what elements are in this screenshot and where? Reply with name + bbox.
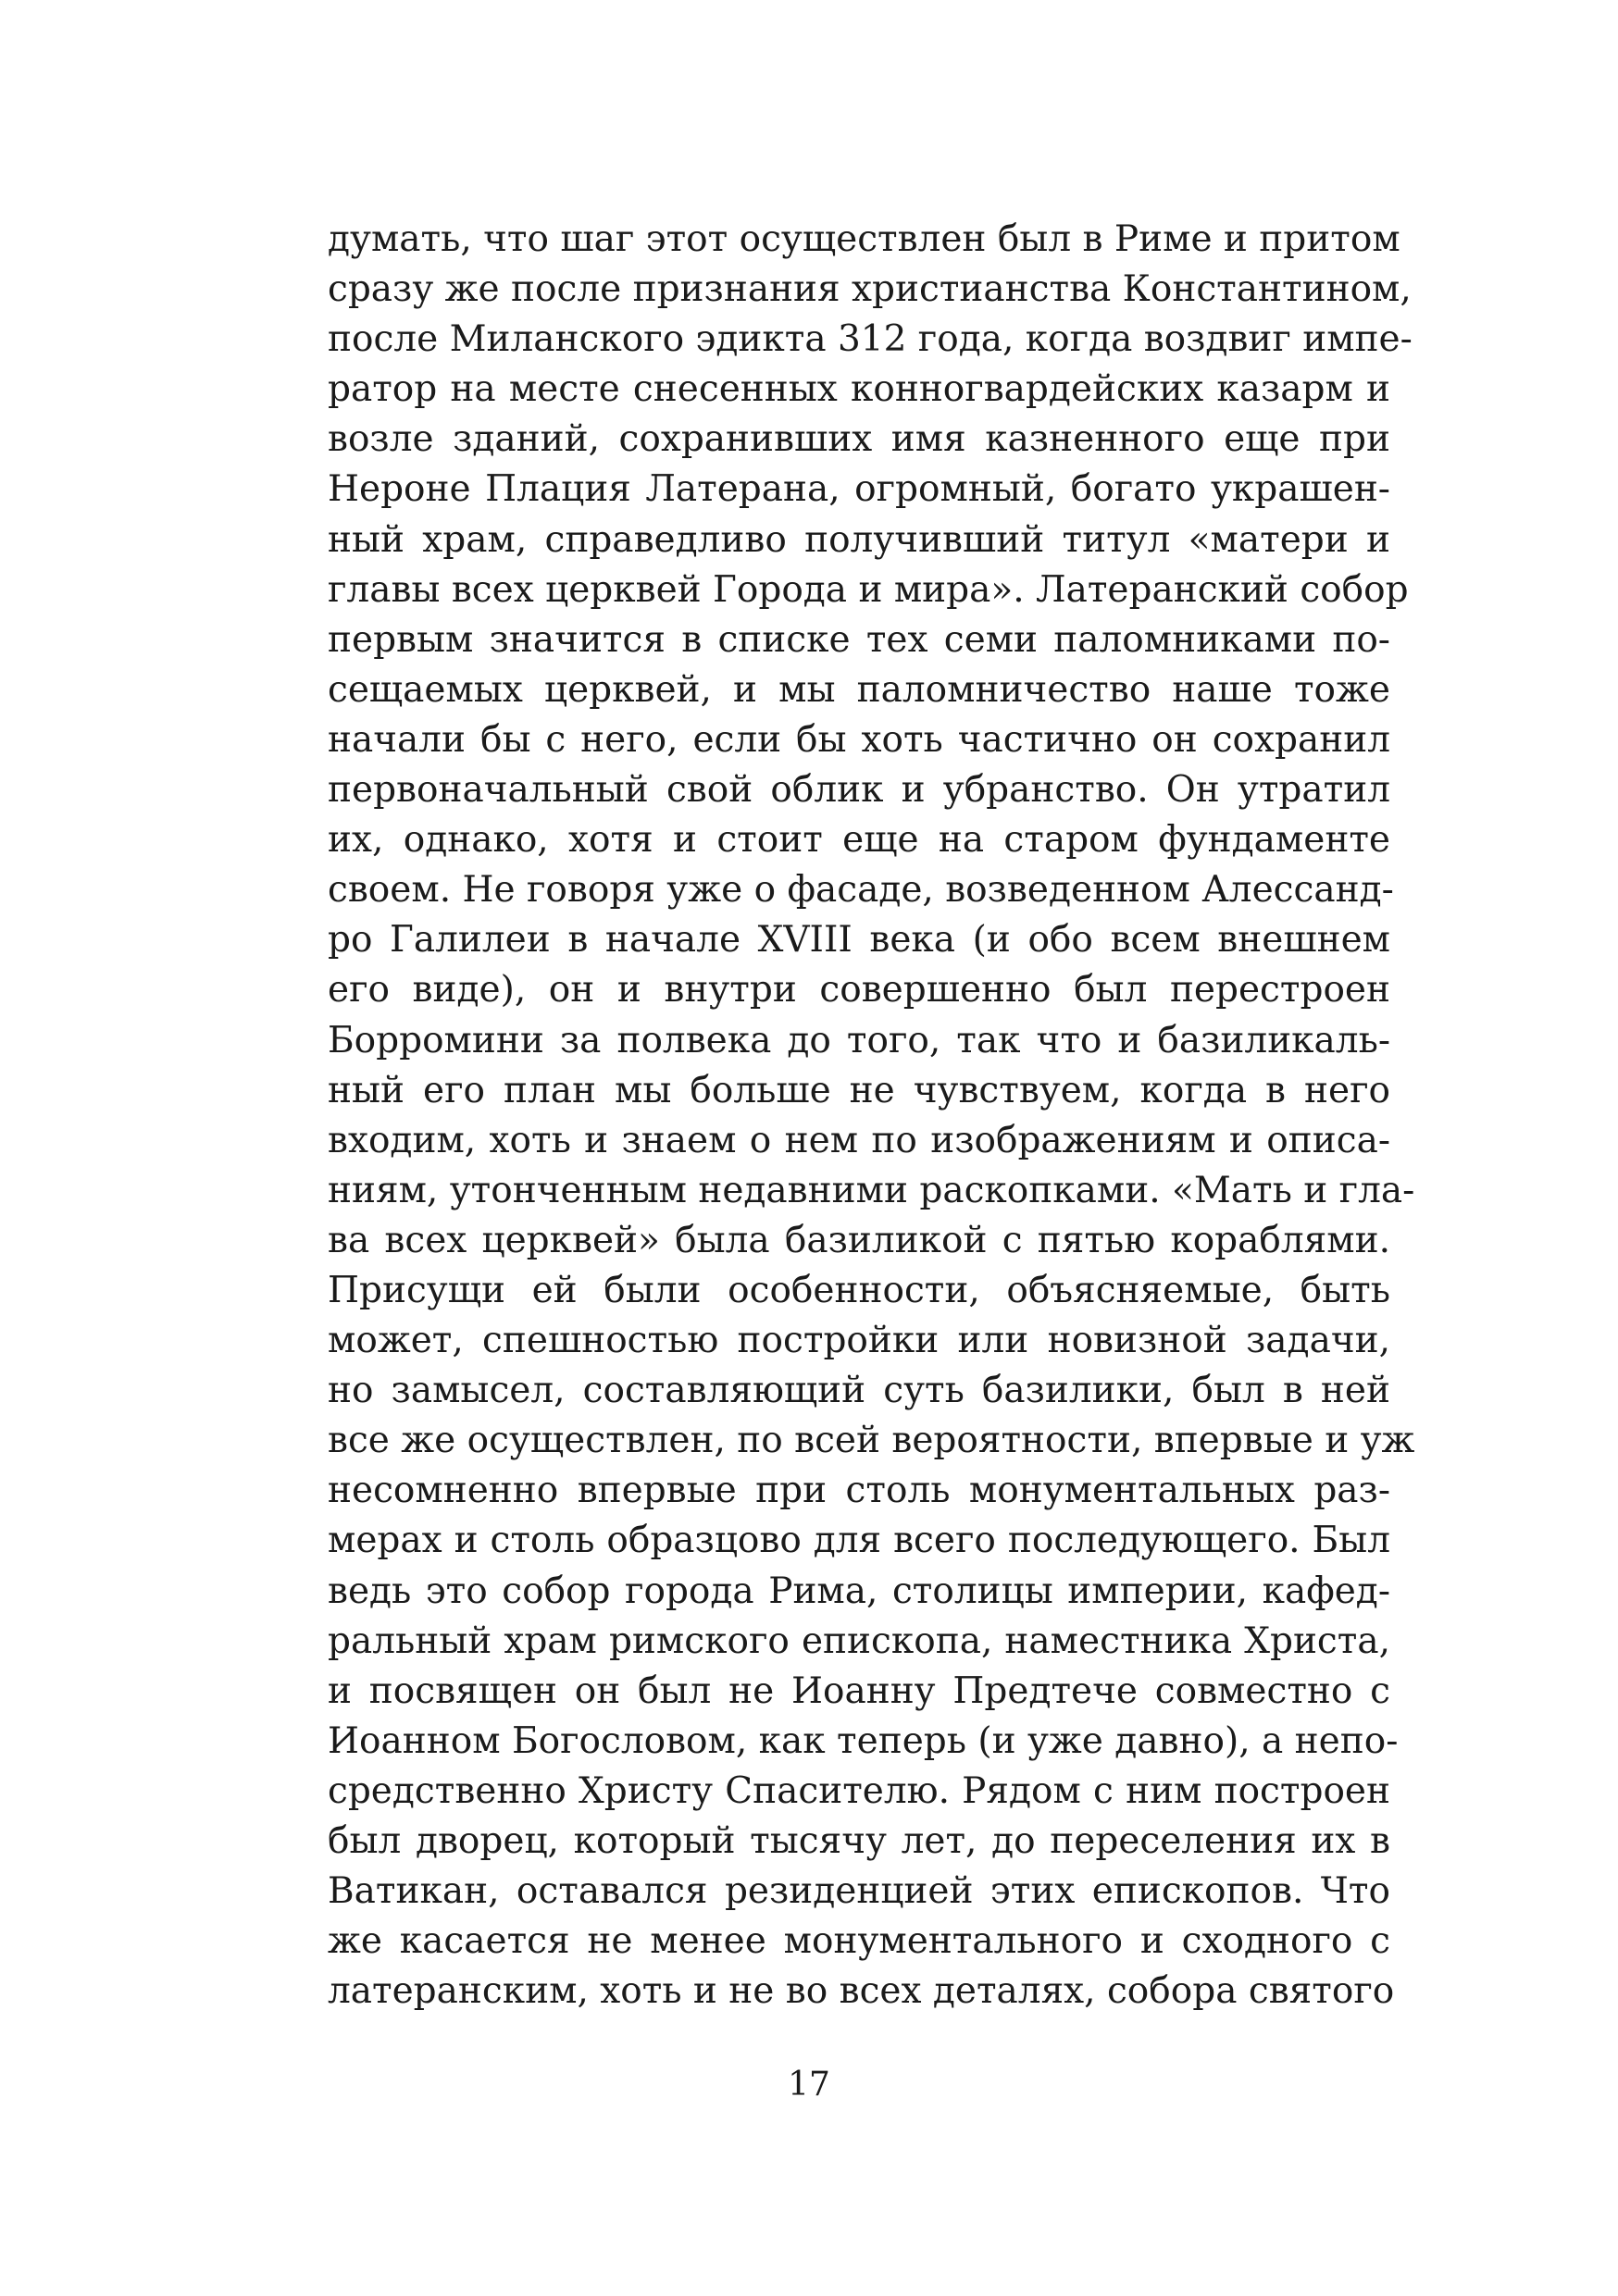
- text-line: ратор на месте снесенных конногвардейских казарм и: [328, 368, 1390, 411]
- text-line: латеранским, хоть и не во всех деталях, собора святого: [328, 1970, 1395, 2013]
- text-line: ниям, утонченным недавними раскопками. «Мать и гла-: [328, 1169, 1415, 1211]
- text-line: же касается не менее монументального и сходного с: [328, 1920, 1390, 1963]
- text-line: Борромини за полвека до того, так что и базиликаль-: [328, 1019, 1390, 1061]
- text-line: все же осуществлен, по всей вероятности, впервые и уж: [328, 1420, 1415, 1462]
- text-line: ведь это собор города Рима, столицы империи, кафед-: [328, 1570, 1390, 1612]
- text-line: мерах и столь образцово для всего последующего. Был: [328, 1520, 1390, 1562]
- text-line: возле зданий, сохранивших имя казненного еще при: [328, 418, 1390, 461]
- body-text: [328, 215, 1415, 2017]
- page-number: 17: [788, 2066, 830, 2104]
- text-line: сразу же после признания христианства Константином,: [328, 268, 1412, 311]
- text-line: Ватикан, оставался резиденцией этих епископов. Что: [328, 1870, 1390, 1913]
- text-line: Присущи ей были особенности, объясняемые, быть: [328, 1269, 1390, 1311]
- text-line: ва всех церквей» была базиликой с пятью кораблями.: [328, 1219, 1390, 1261]
- text-line: ро Галилеи в начале XVIII века (и обо всем внешнем: [328, 919, 1390, 962]
- text-line: после Миланского эдикта 312 года, когда воздвиг импе-: [328, 318, 1413, 361]
- text-line: его виде), он и внутри совершенно был перестроен: [328, 969, 1390, 1011]
- text-line: своем. Не говоря уже о фасаде, возведенном Алессанд-: [328, 869, 1394, 912]
- text-line: но замысел, составляющий суть базилики, был в ней: [328, 1370, 1390, 1412]
- text-line: и посвящен он был не Иоанну Предтече совместно с: [328, 1669, 1390, 1712]
- text-line: их, однако, хотя и стоит еще на старом фундаменте: [328, 819, 1390, 862]
- text-line: Иоанном Богословом, как теперь (и уже давно), а непо-: [328, 1719, 1399, 1762]
- text-line: первым значится в списке тех семи паломниками по-: [328, 618, 1390, 661]
- text-line: ный храм, справедливо получивший титул «матери и: [328, 518, 1390, 561]
- text-line: входим, хоть и знаем о нем по изображениям и описа-: [328, 1119, 1390, 1161]
- text-line: главы всех церквей Города и мира». Латеранский собор: [328, 568, 1409, 611]
- text-line: ральный храм римского епископа, наместника Христа,: [328, 1620, 1390, 1662]
- text-line: думать, что шаг этот осуществлен был в Риме и притом: [328, 218, 1400, 260]
- text-line: Нероне Плация Латерана, огромный, богато украшен-: [328, 468, 1390, 511]
- text-line: сещаемых церквей, и мы паломничество наше тоже: [328, 668, 1390, 711]
- text-line: несомненно впервые при столь монументальных раз-: [328, 1470, 1390, 1512]
- text-line: первоначальный свой облик и убранство. Он утратил: [328, 769, 1390, 812]
- text-line: начали бы с него, если бы хоть частично он сохранил: [328, 718, 1390, 761]
- text-line: ный его план мы больше не чувствуем, когда в него: [328, 1069, 1390, 1111]
- text-line: может, спешностью постройки или новизной задачи,: [328, 1320, 1390, 1362]
- text-line: был дворец, который тысячу лет, до переселения их в: [328, 1820, 1390, 1862]
- text-line: средственно Христу Спасителю. Рядом с ним построен: [328, 1769, 1390, 1812]
